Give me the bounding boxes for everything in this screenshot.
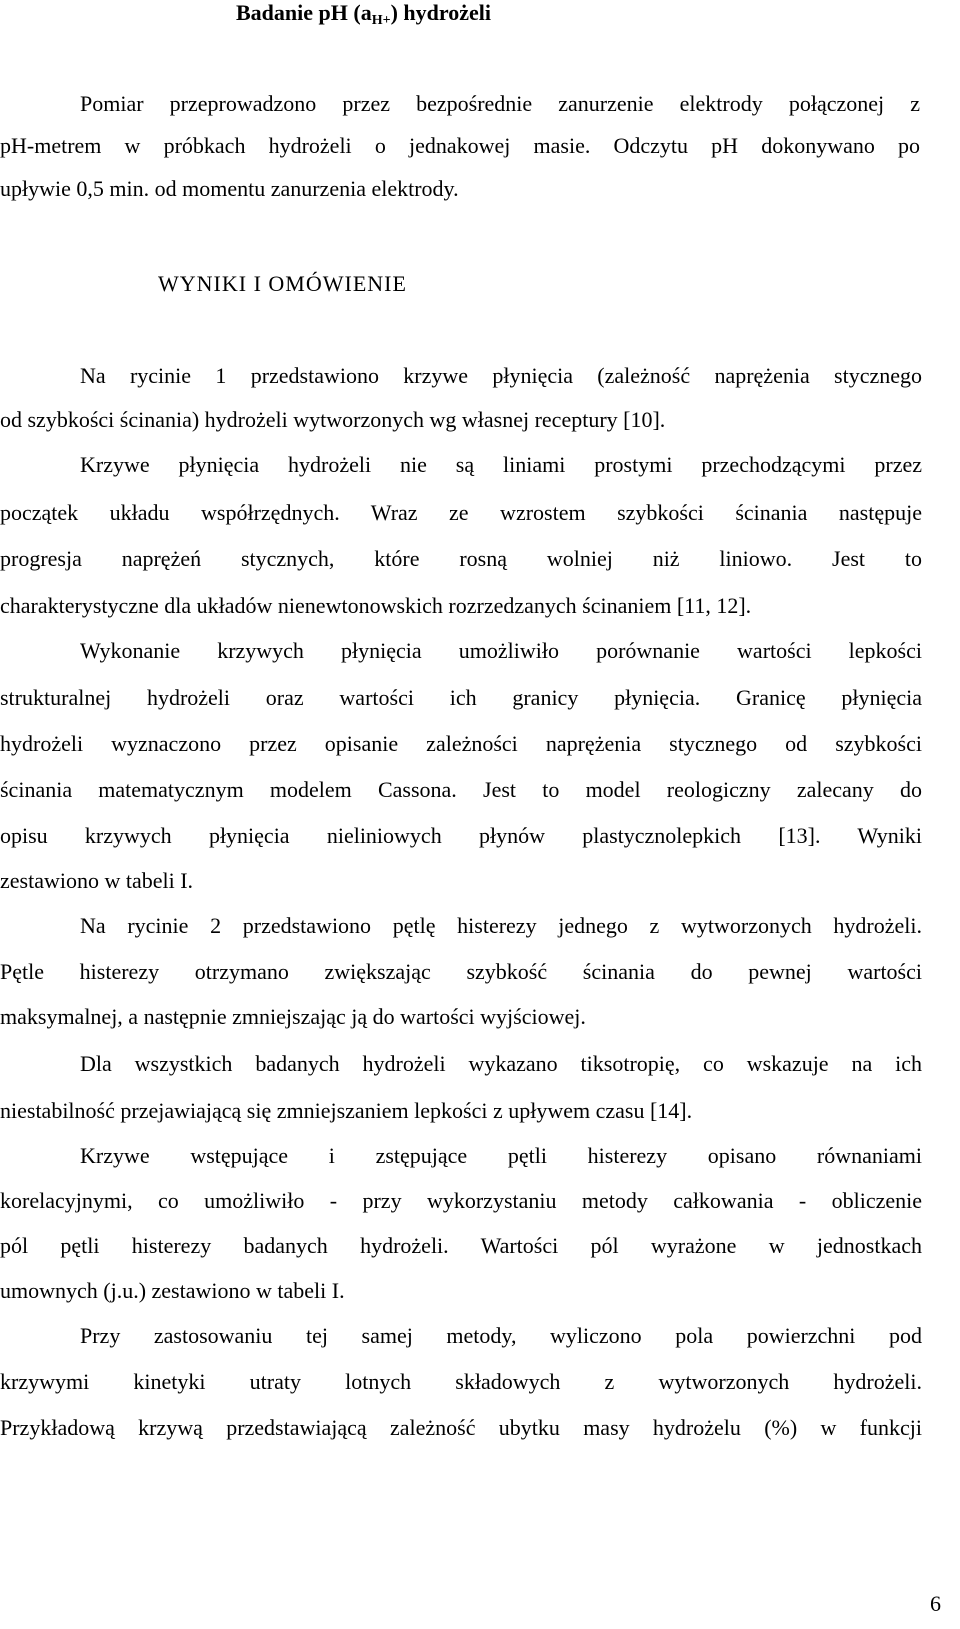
body-line-21: umownych (j.u.) zestawiono w tabeli I. [0,1278,345,1303]
page-number: 6 [930,1591,941,1616]
body-line-5: progresja naprężeń stycznych, które rosną wolniej niż liniowo. Jest to [0,546,922,571]
body-line-8: strukturalnej hydrożeli oraz wartości ich granicy płynięcia. Granicę płynięcia [0,685,922,710]
body-line-22: Przy zastosowaniu tej samej metody, wyliczono pola powierzchni pod [80,1323,922,1348]
body-line-23: krzywymi kinetyki utraty lotnych składowych z wytworzonych hydrożeli. [0,1369,922,1394]
page-heading [236,0,491,35]
heading-suffix: ) hydrożeli [390,0,491,25]
body-line-10: ścinania matematycznym modelem Cassona. Jest to model reologiczny zalecany do [0,777,922,802]
body-line-17: niestabilność przejawiającą się zmniejszaniem lepkości z upływem czasu [14]. [0,1098,693,1123]
intro-line-3: upływie 0,5 min. od momentu zanurzenia elektrody. [0,176,459,201]
body-line-13: Na rycinie 2 przedstawiono pętlę histerezy jednego z wytworzonych hydrożeli. [80,913,922,938]
body-line-9: hydrożeli wyznaczono przez opisanie zależności naprężenia stycznego od szybkości [0,731,922,756]
body-line-2: od szybkości ścinania) hydrożeli wytworzonych wg własnej receptury [10]. [0,407,666,432]
body-line-3: Krzywe płynięcia hydrożeli nie są liniami prostymi przechodzącymi przez [80,452,922,477]
body-line-19: korelacyjnymi, co umożliwiło - przy wykorzystaniu metody całkowania - obliczenie [0,1188,922,1213]
intro-line-2: pH-metrem w próbkach hydrożeli o jednakowej masie. Odczytu pH dokonywano po [0,133,920,158]
heading-prefix: Badanie pH (a [236,0,372,25]
body-line-11: opisu krzywych płynięcia nieliniowych płynów plastycznolepkich [13]. Wyniki [0,823,922,848]
body-line-6: charakterystyczne dla układów nienewtonowskich rozrzedzanych ścinaniem [11, 12]. [0,593,752,618]
section-title: WYNIKI I OMÓWIENIE [158,271,407,296]
body-line-1: Na rycinie 1 przedstawiono krzywe płynięcia (zależność naprężenia stycznego [80,363,922,388]
body-line-4: początek układu współrzędnych. Wraz ze wzrostem szybkości ścinania następuje [0,500,922,525]
body-line-24: Przykładową krzywą przedstawiającą zależność ubytku masy hydrożelu (%) w funkcji [0,1415,922,1440]
heading-subscript: H+ [371,13,391,28]
intro-line-1: Pomiar przeprowadzono przez bezpośrednie zanurzenie elektrody połączonej z [80,91,920,116]
body-line-7: Wykonanie krzywych płynięcia umożliwiło porównanie wartości lepkości [80,638,922,663]
body-line-15: maksymalnej, a następnie zmniejszając ją do wartości wyjściowej. [0,1004,586,1029]
body-line-20: pól pętli histerezy badanych hydrożeli. Wartości pól wyrażone w jednostkach [0,1233,922,1258]
body-line-14: Pętle histerezy otrzymano zwiększając szybkość ścinania do pewnej wartości [0,959,922,984]
body-line-12: zestawiono w tabeli I. [0,868,194,893]
body-line-18: Krzywe wstępujące i zstępujące pętli histerezy opisano równaniami [80,1143,922,1168]
body-line-16: Dla wszystkich badanych hydrożeli wykazano tiksotropię, co wskazuje na ich [80,1051,922,1076]
